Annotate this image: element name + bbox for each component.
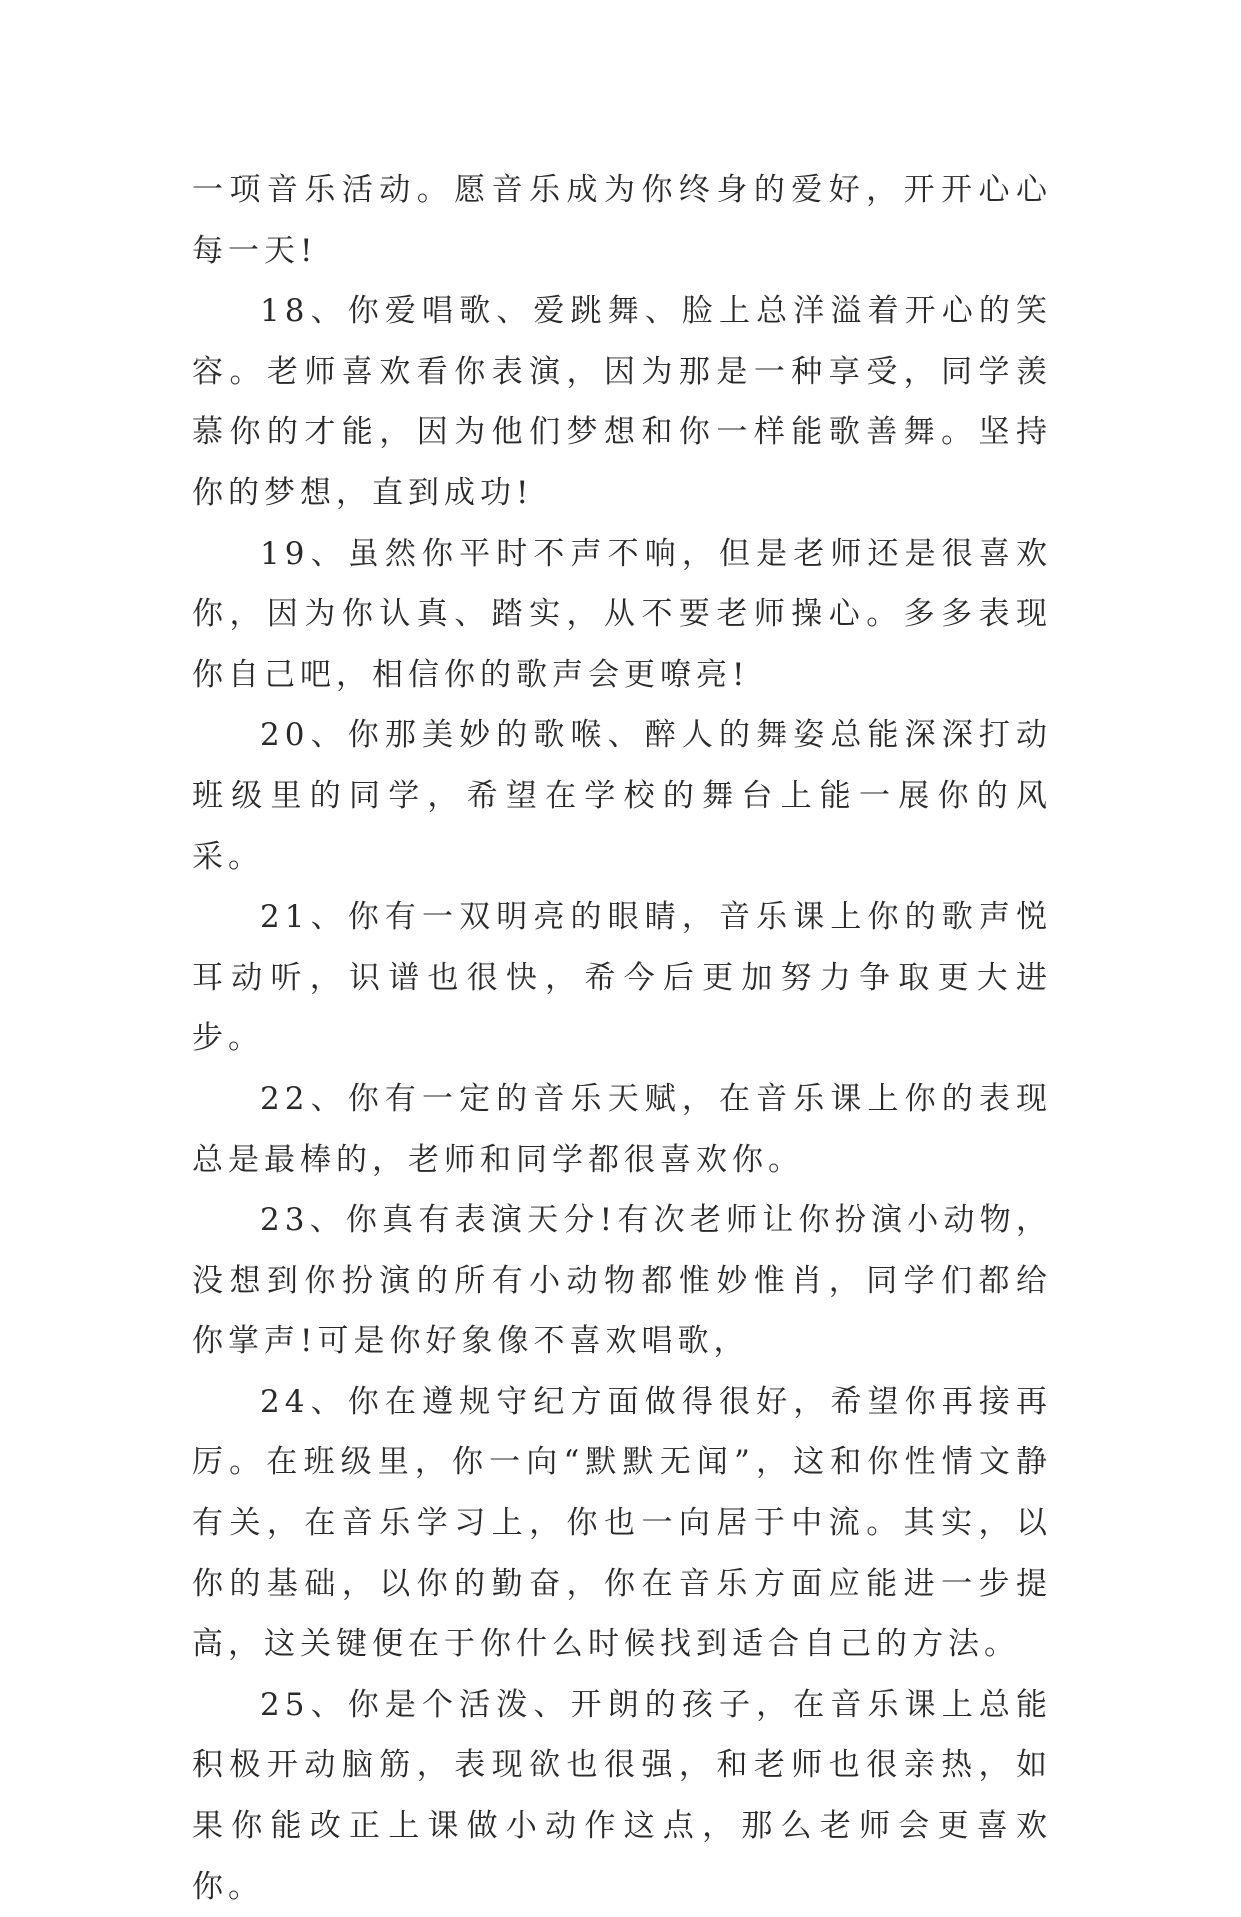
- text-line: 到你扮演的所有小动物都惟妙惟肖，同学们都给你掌声!可: [192, 1262, 1053, 1360]
- text-line: 课做小动作这点，那么老师会更喜欢你。: [192, 1808, 1053, 1905]
- text-line: 乐学习上，你也一向居于中流。其实，以你的基础，以你的: [192, 1505, 1053, 1602]
- paragraph-20: [192, 705, 1052, 887]
- paragraph-18: [192, 281, 1052, 523]
- text-line: 班级里，你一向“默默无闻”，这和你性情文静有关，在音: [192, 1444, 1052, 1542]
- paragraph-25: [192, 1675, 1052, 1917]
- text-line: 棒的，老师和同学都很喜欢你。: [300, 1141, 804, 1178]
- text-line: 勤奋，你在音乐方面应能进一步提高，这关键便在于你什么: [192, 1565, 1053, 1663]
- paragraph-24: [192, 1372, 1052, 1675]
- paragraph-22: [192, 1069, 1052, 1190]
- paragraph-23: [192, 1190, 1052, 1372]
- paragraph-21: [192, 887, 1052, 1069]
- text-line: 23、你真有表演天分!有次老师让你扮演小动物，没想: [192, 1202, 1052, 1299]
- text-line: 22、你有一定的音乐天赋，在音乐课上你的表现总是最: [192, 1080, 1052, 1178]
- text-line: 的同学，希望在学校的舞台上能一展你的风采。: [192, 777, 1053, 875]
- text-line: 师喜欢看你表演，因为那是一种享受，同学羡慕你的才能，: [192, 353, 1053, 451]
- text-line: 一项音乐活动。愿音乐成为你终身的爱好，开开心心每一天!: [192, 172, 1052, 269]
- text-line: 21、你有一双明亮的眼睛，音乐课上你的歌声悦耳动听，: [192, 899, 1052, 996]
- paragraph-continuation: [192, 160, 1052, 281]
- text-line: 信你的歌声会更嘹亮!: [408, 656, 750, 693]
- text-line: 动脑筋，表现欲也很强，和老师也很亲热，如果你能改正上: [192, 1747, 1053, 1845]
- text-line: 识谱也很快，希今后更加努力争取更大进步。: [192, 959, 1052, 1057]
- text-line: 时候找到适合自己的方法。: [588, 1626, 1020, 1663]
- text-line: 24、你在遵规守纪方面做得很好，希望你再接再厉。在: [192, 1383, 1052, 1481]
- text-line: 19、虽然你平时不声不响，但是老师还是很喜欢你，因: [192, 535, 1052, 633]
- text-line: 20、你那美妙的歌喉、醉人的舞姿总能深深打动班级里: [192, 717, 1052, 814]
- text-line: 25、你是个活泼、开朗的孩子，在音乐课上总能积极开: [192, 1686, 1052, 1784]
- paragraph-19: [192, 524, 1052, 706]
- text-line: 18、你爱唱歌、爱跳舞、脸上总洋溢着开心的笑容。老: [192, 293, 1052, 390]
- text-line: 为你认真、踏实，从不要老师操心。多多表现你自己吧，相: [192, 596, 1053, 693]
- document-body: [192, 160, 1052, 1917]
- text-line: 因为他们梦想和你一样能歌善舞。坚持你的梦想，直到成功!: [192, 414, 1053, 511]
- text-line: 是你好象像不喜欢唱歌，: [353, 1323, 750, 1360]
